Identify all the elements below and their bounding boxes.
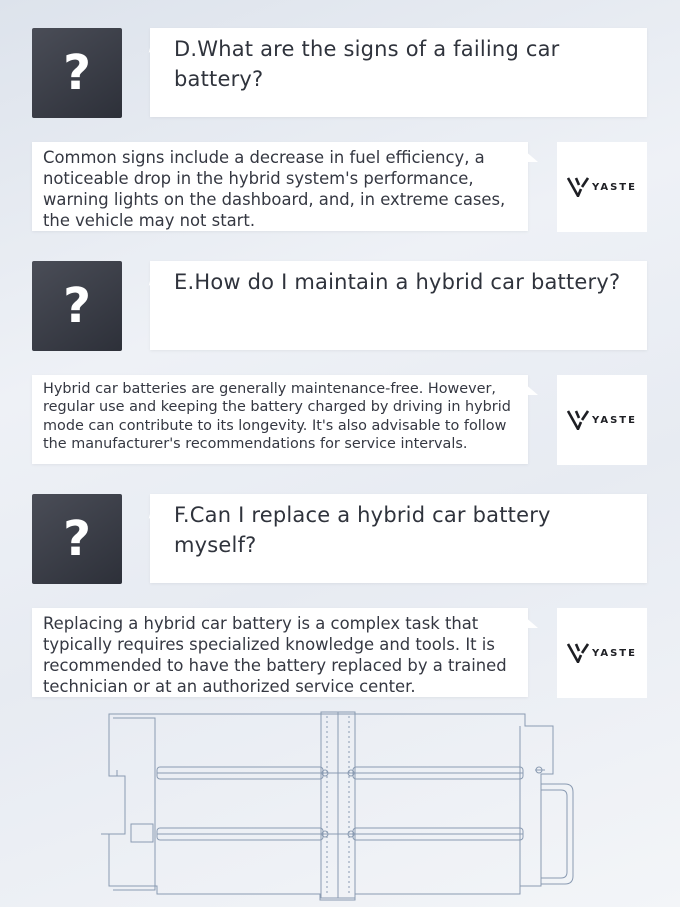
- question-mark-icon: ?: [32, 261, 122, 351]
- question-mark-icon: ?: [32, 28, 122, 118]
- question-text: E.How do I maintain a hybrid car battery?: [174, 270, 621, 294]
- yaste-logo-icon: [557, 375, 647, 465]
- question-mark-icon: ?: [32, 494, 122, 584]
- answer-card: [32, 375, 528, 464]
- brand-wordmark: YASTE: [592, 414, 637, 426]
- brand-wordmark: YASTE: [592, 181, 637, 193]
- answer-card: [32, 142, 528, 231]
- answer-text: Replacing a hybrid car battery is a complex task that typically requires specialized knowledge and tools. It is recommended to have the battery replaced by a trained technician or at an authorized service center.: [43, 614, 507, 696]
- brand-wordmark: YASTE: [592, 647, 637, 659]
- yaste-logo-icon: [557, 608, 647, 698]
- answer-text: Hybrid car batteries are generally maintenance-free. However, regular use and keeping the battery charged by driving in hybrid mode can contribute to its longevity. It's also advisable to follow the manufacturer's recommendations for service intervals.: [43, 381, 511, 453]
- question-card: [150, 28, 647, 117]
- question-card: [150, 261, 647, 350]
- question-text: F.Can I replace a hybrid car battery myself?: [174, 503, 551, 557]
- answer-text: Common signs include a decrease in fuel efficiency, a noticeable drop in the hybrid system's performance, warning lights on the dashboard, and, in extreme cases, the vehicle may not start.: [43, 148, 506, 230]
- answer-card: [32, 608, 528, 697]
- battery-pack-schematic-icon: [95, 706, 585, 901]
- yaste-logo-icon: [557, 142, 647, 232]
- question-text: D.What are the signs of a failing car battery?: [174, 37, 560, 91]
- question-card: [150, 494, 647, 583]
